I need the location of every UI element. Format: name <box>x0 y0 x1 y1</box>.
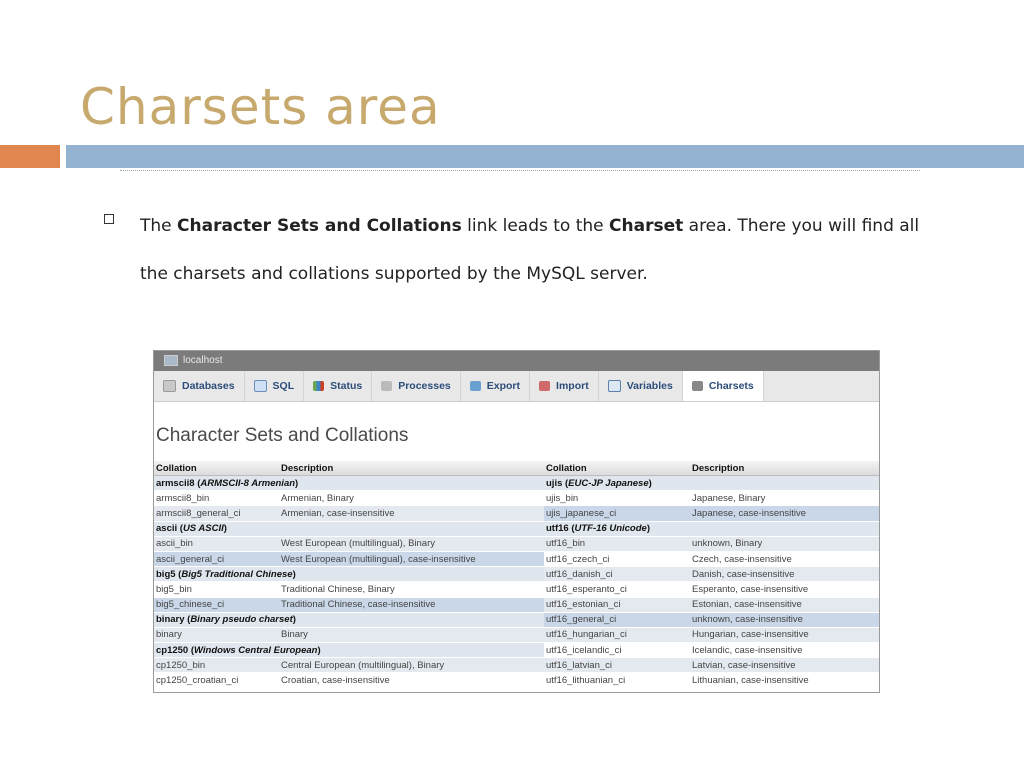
collation-description: Latvian, case-insensitive <box>690 658 879 673</box>
charset-group-header: armscii8 (ARMSCII-8 Armenian) <box>154 476 544 491</box>
bullet-item <box>104 202 934 298</box>
collation-name: ujis_japanese_ci <box>544 506 690 521</box>
collation-name: big5_bin <box>154 582 279 597</box>
database-icon <box>163 380 176 392</box>
charset-group-header: ujis (EUC-JP Japanese) <box>544 476 879 491</box>
bullet-bold-area-name: Charset <box>609 216 684 236</box>
table-row <box>154 567 879 582</box>
table-row <box>154 582 879 597</box>
charset-group-header: binary (Binary pseudo charset) <box>154 612 544 627</box>
collation-name: ujis_bin <box>544 491 690 506</box>
variables-icon <box>608 380 621 392</box>
collation-description: West European (multilingual), case-insensitive <box>279 551 544 566</box>
charset-group-header: cp1250 (Windows Central European) <box>154 643 544 658</box>
table-row <box>154 658 879 673</box>
table-row <box>154 673 879 688</box>
collation-description: Armenian, Binary <box>279 491 544 506</box>
collation-description: Czech, case-insensitive <box>690 551 879 566</box>
table-row <box>154 643 879 658</box>
bullet-text-part: link leads to the <box>461 216 610 236</box>
collation-name: ascii_general_ci <box>154 551 279 566</box>
table-row <box>154 551 879 566</box>
collation-name: cp1250_croatian_ci <box>154 673 279 688</box>
collation-description: Japanese, Binary <box>690 491 879 506</box>
table-header-row <box>154 461 879 476</box>
collation-description: Traditional Chinese, Binary <box>279 582 544 597</box>
server-name: localhost <box>183 355 223 366</box>
tab-bar <box>154 371 879 402</box>
column-header: Description <box>690 461 879 476</box>
import-icon <box>539 381 550 391</box>
collation-description: Binary <box>279 627 544 642</box>
collation-name: utf16_estonian_ci <box>544 597 690 612</box>
tab-label: Databases <box>182 380 235 392</box>
table-row <box>154 491 879 506</box>
charset-group-header: big5 (Big5 Traditional Chinese) <box>154 567 544 582</box>
collation-name: ascii_bin <box>154 536 279 551</box>
phpmyadmin-screenshot <box>153 350 880 693</box>
collation-name: binary <box>154 627 279 642</box>
collation-name: utf16_bin <box>544 536 690 551</box>
column-header: Collation <box>544 461 690 476</box>
collation-description: West European (multilingual), Binary <box>279 536 544 551</box>
gear-icon <box>381 381 392 391</box>
collation-description: Central European (multilingual), Binary <box>279 658 544 673</box>
collation-name: utf16_latvian_ci <box>544 658 690 673</box>
bullet-text <box>140 202 934 298</box>
tab-status[interactable] <box>304 371 372 401</box>
tab-label: Processes <box>398 380 451 392</box>
collation-name: armscii8_general_ci <box>154 506 279 521</box>
tab-sql[interactable] <box>245 371 305 401</box>
export-icon <box>470 381 481 391</box>
collation-name: utf16_esperanto_ci <box>544 582 690 597</box>
collation-description: Hungarian, case-insensitive <box>690 627 879 642</box>
charsets-table <box>154 461 879 689</box>
collation-description: unknown, Binary <box>690 536 879 551</box>
collation-name: armscii8_bin <box>154 491 279 506</box>
charset-group-header: utf16 (UTF-16 Unicode) <box>544 521 879 536</box>
collation-name: utf16_czech_ci <box>544 551 690 566</box>
tab-label: Export <box>486 380 521 392</box>
collation-description: Esperanto, case-insensitive <box>690 582 879 597</box>
accent-bar-blue <box>66 145 1024 168</box>
collation-description: Lithuanian, case-insensitive <box>690 673 879 688</box>
bullet-text-part: area. There you will find all the charsets and collations supported by the MySQL server. <box>140 216 920 284</box>
page-heading: Character Sets and Collations <box>156 425 409 446</box>
table-row <box>154 612 879 627</box>
collation-description: Japanese, case-insensitive <box>690 506 879 521</box>
tab-label: SQL <box>272 380 295 392</box>
collation-description: Croatian, case-insensitive <box>279 673 544 688</box>
collation-name: utf16_danish_ci <box>544 567 690 582</box>
status-chart-icon <box>313 381 324 391</box>
tab-label: Variables <box>626 380 673 392</box>
tab-charsets[interactable] <box>683 371 764 401</box>
collation-description: unknown, case-insensitive <box>690 612 879 627</box>
table-body <box>154 476 879 689</box>
tab-processes[interactable] <box>372 371 461 401</box>
tab-databases[interactable] <box>154 371 245 401</box>
tab-import[interactable] <box>530 371 599 401</box>
collation-name: cp1250_bin <box>154 658 279 673</box>
dotted-divider <box>120 170 920 171</box>
accent-bar-orange <box>0 145 60 168</box>
collation-name: big5_chinese_ci <box>154 597 279 612</box>
bullet-text-part: The <box>140 216 178 236</box>
charset-group-header: ascii (US ASCII) <box>154 521 544 536</box>
sql-icon <box>254 380 267 392</box>
square-bullet-icon <box>104 214 114 224</box>
collation-name: utf16_lithuanian_ci <box>544 673 690 688</box>
collation-name: utf16_hungarian_ci <box>544 627 690 642</box>
collation-name: utf16_icelandic_ci <box>544 643 690 658</box>
collation-description: Estonian, case-insensitive <box>690 597 879 612</box>
charsets-icon <box>692 381 703 391</box>
collation-name: utf16_general_ci <box>544 612 690 627</box>
tab-variables[interactable] <box>599 371 683 401</box>
tab-export[interactable] <box>461 371 530 401</box>
tab-label: Status <box>330 380 363 392</box>
column-header: Collation <box>154 461 279 476</box>
column-header: Description <box>279 461 544 476</box>
collation-description: Icelandic, case-insensitive <box>690 643 879 658</box>
bullet-bold-link-name: Character Sets and Collations <box>177 216 462 236</box>
slide-title: Charsets area <box>80 78 441 136</box>
server-icon <box>164 355 178 366</box>
collation-description: Armenian, case-insensitive <box>279 506 544 521</box>
table-row <box>154 536 879 551</box>
table-row <box>154 476 879 491</box>
tab-label: Import <box>556 380 589 392</box>
collation-description: Traditional Chinese, case-insensitive <box>279 597 544 612</box>
table-row <box>154 506 879 521</box>
table-row <box>154 521 879 536</box>
server-titlebar <box>154 351 879 371</box>
collation-description: Danish, case-insensitive <box>690 567 879 582</box>
table-row <box>154 597 879 612</box>
table-row <box>154 627 879 642</box>
tab-label: Charsets <box>708 380 754 392</box>
